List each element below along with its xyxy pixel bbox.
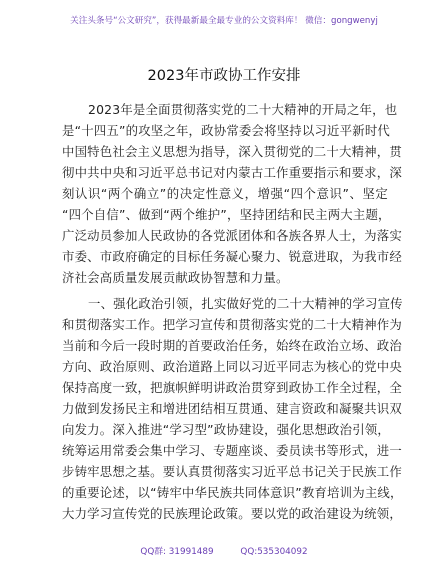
text-line: 和贯彻落实工作。把学习宣传和贯彻落实党的二十大精神作为 [62,317,402,332]
text-line: 是“十四五”的攻坚之年，政协常委会将坚持以习近平新时代 [62,123,391,138]
text-line: 济社会高质量发展贡献政协智慧和力量。 [62,270,289,285]
text-line: 2023年是全面贯彻落实党的二十大精神的开局之年，也 [88,102,398,117]
text-line: 一、强化政治引领，扎实做好党的二十大精神的学习宣传 [88,296,403,311]
text-line: 彻中共中央和习近平总书记对内蒙古工作重要指示和要求，深 [62,165,402,180]
text-line: 刻认识“两个确立”的决定性意义，增强“四个意识”、坚定 [62,186,388,201]
page-title: 2023年市政协工作安排 [147,68,301,84]
text-line: 当前和今后一段时期的首要政治任务，始终在政治立场、政治 [62,338,402,353]
footer-qq: QQ:535304092 [240,547,308,557]
text-line: 中国特色社会主义思想为指导，深入贯彻党的二十大精神，贯 [62,144,402,159]
text-line: 广泛动员参加人民政协的各党派团体和各族各界人士，为落实 [62,228,402,243]
text-line: 向发力。深入推进“学习型”政协建设，强化思想政治引领， [62,422,391,437]
footer-contact [0,544,448,557]
text-line: “四个自信”、做到“两个维护”，坚持团结和民主两大主题， [62,207,391,222]
text-line: 步铸牢思想之基。要认真贯彻落实习近平总书记关于民族工作 [62,464,402,479]
text-line: 市委、市政府确定的目标任务凝心聚力、锐意进取，为我市经 [62,249,402,264]
text-line: 大力学习宣传党的民族理论政策。要以党的政治建设为统领， [62,506,402,521]
text-line: 保持高度一致，把旗帜鲜明讲政治贯穿到政协工作全过程，全 [62,380,402,395]
header-banner: 关注头条号“公文研究”，获得最新最全最专业的公文资料库！ 微信：gongwenyj [70,16,378,26]
text-line: 方向、政治原则、政治道路上同以习近平同志为核心的党中央 [62,359,402,374]
footer-qq-group: QQ群: 31991489 [140,547,214,557]
text-line: 统筹运用常委会集中学习、专题座谈、委员读书等形式，进一 [62,443,402,458]
text-line: 力做到发扬民主和增进团结相互贯通、建言资政和凝聚共识双 [62,401,402,416]
text-line: 的重要论述，以“铸牢中华民族共同体意识”教育培训为主线， [62,485,403,500]
